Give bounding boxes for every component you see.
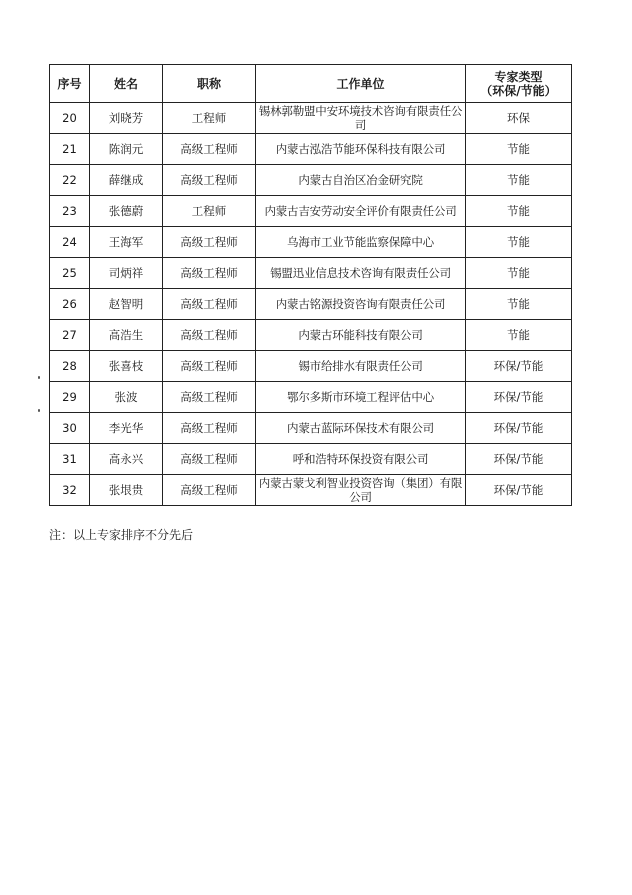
cell-type: 节能: [466, 289, 572, 320]
cell-seq: 26: [50, 289, 90, 320]
table-row: [50, 320, 572, 351]
cell-type: 环保/节能: [466, 382, 572, 413]
cell-unit: 内蒙古自治区冶金研究院: [256, 165, 466, 196]
cell-unit: 内蒙古吉安劳动安全评价有限责任公司: [256, 196, 466, 227]
cell-name: 李光华: [90, 413, 163, 444]
cell-type: 环保/节能: [466, 475, 572, 506]
cell-seq: 32: [50, 475, 90, 506]
cell-seq: 22: [50, 165, 90, 196]
table-row: [50, 227, 572, 258]
cell-name: 高浩生: [90, 320, 163, 351]
table-row: [50, 413, 572, 444]
cell-unit: 内蒙古环能科技有限公司: [256, 320, 466, 351]
cell-title: 高级工程师: [163, 165, 256, 196]
cell-type: 环保/节能: [466, 413, 572, 444]
cell-unit: 内蒙古蒙戈利智业投资咨询（集团）有限公司: [256, 475, 466, 506]
cell-name: 刘晓芳: [90, 103, 163, 134]
cell-seq: 23: [50, 196, 90, 227]
scan-speck: [38, 409, 40, 412]
cell-name: 司炳祥: [90, 258, 163, 289]
cell-unit: 锡林郭勒盟中安环境技术咨询有限责任公司: [256, 103, 466, 134]
cell-seq: 31: [50, 444, 90, 475]
cell-unit: 内蒙古铭源投资咨询有限责任公司: [256, 289, 466, 320]
cell-type: 节能: [466, 320, 572, 351]
cell-title: 高级工程师: [163, 382, 256, 413]
cell-seq: 21: [50, 134, 90, 165]
header-expert-type: [466, 65, 572, 103]
cell-type: 节能: [466, 134, 572, 165]
cell-unit: 乌海市工业节能监察保障中心: [256, 227, 466, 258]
cell-title: 高级工程师: [163, 351, 256, 382]
cell-type: 节能: [466, 196, 572, 227]
cell-type: 节能: [466, 165, 572, 196]
cell-title: 高级工程师: [163, 258, 256, 289]
expert-list-table: [49, 64, 572, 506]
cell-seq: 27: [50, 320, 90, 351]
cell-title: 高级工程师: [163, 134, 256, 165]
cell-name: 赵智明: [90, 289, 163, 320]
cell-name: 薛继成: [90, 165, 163, 196]
table-row: [50, 444, 572, 475]
header-type-line2: （环保/节能）: [480, 83, 557, 98]
cell-type: 环保: [466, 103, 572, 134]
cell-unit: 呼和浩特环保投资有限公司: [256, 444, 466, 475]
cell-type: 环保/节能: [466, 351, 572, 382]
cell-unit: 内蒙古蓝际环保技术有限公司: [256, 413, 466, 444]
header-seq: 序号: [50, 65, 90, 103]
cell-seq: 20: [50, 103, 90, 134]
cell-title: 高级工程师: [163, 475, 256, 506]
cell-title: 高级工程师: [163, 227, 256, 258]
cell-title: 高级工程师: [163, 444, 256, 475]
header-unit: 工作单位: [256, 65, 466, 103]
cell-name: 陈润元: [90, 134, 163, 165]
scan-speck: [38, 376, 40, 379]
cell-seq: 30: [50, 413, 90, 444]
cell-title: 工程师: [163, 196, 256, 227]
cell-unit: 锡市给排水有限责任公司: [256, 351, 466, 382]
cell-title: 高级工程师: [163, 289, 256, 320]
table-row: [50, 475, 572, 506]
header-title: 职称: [163, 65, 256, 103]
footnote: 注：以上专家排序不分先后: [49, 528, 194, 542]
cell-title: 工程师: [163, 103, 256, 134]
cell-type: 节能: [466, 227, 572, 258]
table-row: [50, 382, 572, 413]
header-type-line1: 专家类型: [494, 69, 543, 84]
cell-type: 节能: [466, 258, 572, 289]
table-row: [50, 103, 572, 134]
cell-name: 张喜枝: [90, 351, 163, 382]
cell-seq: 24: [50, 227, 90, 258]
cell-seq: 29: [50, 382, 90, 413]
table-row: [50, 134, 572, 165]
cell-title: 高级工程师: [163, 320, 256, 351]
cell-title: 高级工程师: [163, 413, 256, 444]
table-row: [50, 258, 572, 289]
table-row: [50, 289, 572, 320]
cell-name: 张德蔚: [90, 196, 163, 227]
table-row: [50, 351, 572, 382]
cell-name: 张波: [90, 382, 163, 413]
cell-unit: 锡盟迅业信息技术咨询有限责任公司: [256, 258, 466, 289]
table-row: [50, 196, 572, 227]
table-row: [50, 165, 572, 196]
cell-type: 环保/节能: [466, 444, 572, 475]
cell-unit: 鄂尔多斯市环境工程评估中心: [256, 382, 466, 413]
header-name: 姓名: [90, 65, 163, 103]
table-header-row: [50, 65, 572, 103]
cell-seq: 25: [50, 258, 90, 289]
cell-unit: 内蒙古泓浩节能环保科技有限公司: [256, 134, 466, 165]
cell-name: 张垠贵: [90, 475, 163, 506]
cell-seq: 28: [50, 351, 90, 382]
cell-name: 高永兴: [90, 444, 163, 475]
cell-name: 王海军: [90, 227, 163, 258]
